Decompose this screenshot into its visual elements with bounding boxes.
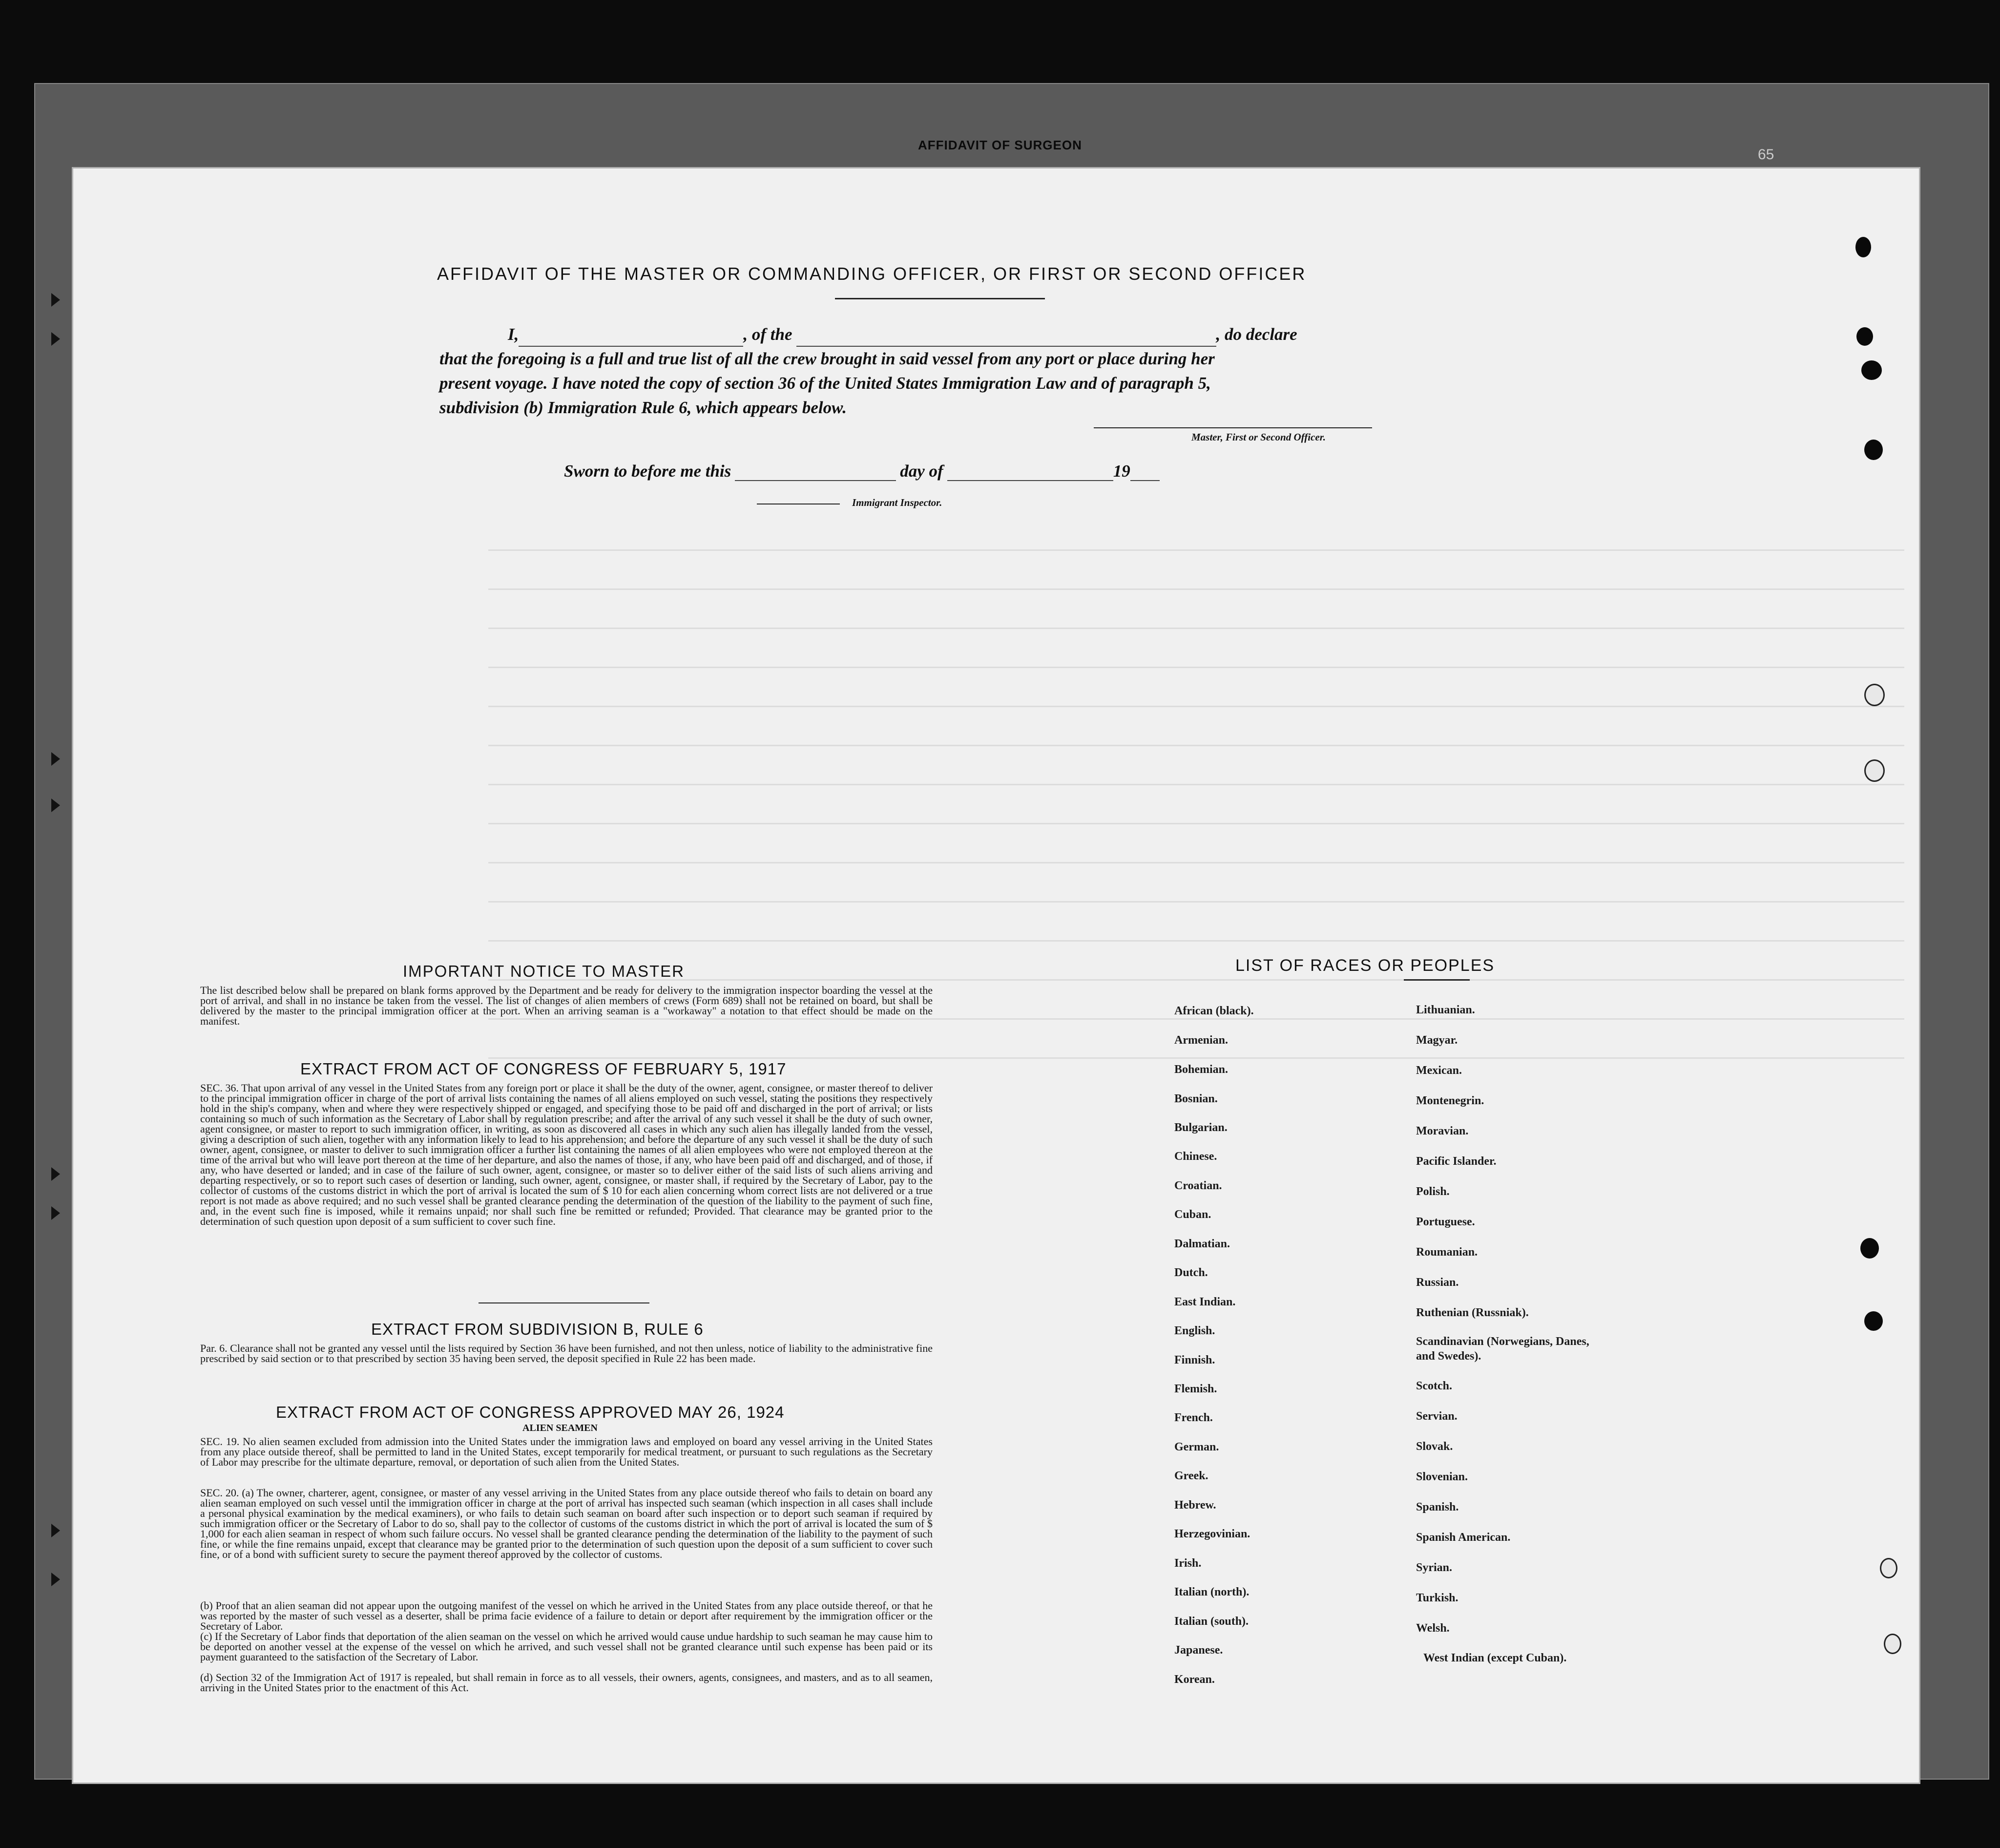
race-right-4: Moravian. — [1416, 1125, 1469, 1137]
vessel-field[interactable] — [796, 334, 1216, 347]
race-left-22: Japanese. — [1174, 1644, 1223, 1657]
binder-hole — [1855, 237, 1871, 257]
affidavit-line-1 — [439, 322, 1455, 347]
sworn-year-field[interactable] — [1130, 468, 1160, 481]
affidavit-line-4: subdivision (b) Immigration Rule 6, which appears below. — [439, 398, 847, 417]
sworn-line — [564, 462, 1160, 481]
race-right-12: Scotch. — [1416, 1380, 1452, 1392]
binder-hole — [1861, 360, 1882, 380]
affidavit-heading: AFFIDAVIT OF THE MASTER OR COMMANDING OFFICER, OR FIRST OR SECOND OFFICER — [437, 264, 1307, 284]
form-page — [73, 168, 1919, 1783]
race-right-0: Lithuanian. — [1416, 1004, 1475, 1016]
ghost-row — [488, 667, 1904, 668]
race-right-20: Welsh. — [1416, 1622, 1450, 1635]
sworn-label: Sworn to before me this — [564, 462, 731, 481]
race-left-9: Dutch. — [1174, 1266, 1208, 1279]
heading-rule — [835, 298, 1045, 299]
race-left-12: Finnish. — [1174, 1354, 1215, 1366]
extract-1924-sec19: SEC. 19. No alien seamen excluded from admission into the United States under the immigration laws and employed on board any vessel arriving in the United States from any place outside thereof, shall be permitted to land in the United States, except temporarily for medical treatment, or pursuant to such regulations as the Secretary of Labor may prescribe for the ultimate departure, removal, or deportation of such alien from the United States. — [200, 1435, 933, 1468]
race-right-11: Scandinavian (Norwegians, Danes, and Swedes). — [1416, 1335, 1589, 1363]
ghost-row — [488, 628, 1904, 629]
race-left-21: Italian (south). — [1174, 1615, 1249, 1628]
race-left-10: East Indian. — [1174, 1296, 1236, 1308]
ghost-row — [488, 706, 1904, 707]
race-left-6: Croatian. — [1174, 1179, 1222, 1192]
i-label: I, — [508, 325, 519, 344]
day-of-label: day of — [900, 462, 943, 481]
race-left-14: French. — [1174, 1411, 1213, 1424]
binder-hole — [1864, 759, 1885, 782]
race-left-7: Cuban. — [1174, 1208, 1211, 1221]
ghost-row — [488, 588, 1904, 590]
binding-notch — [51, 1167, 60, 1181]
ghost-row — [488, 745, 1904, 746]
race-left-2: Bohemian. — [1174, 1063, 1229, 1076]
binder-hole — [1880, 1558, 1897, 1578]
extract-rule6-text: Par. 6. Clearance shall not be granted any vessel until the lists required by Section 36 have been furnished, and not then unless, notice of liability to the administrative fine prescribed by said section or to that prescribed by section 35 having been served, the deposit specified in Rule 22 has been made. — [200, 1342, 933, 1365]
races-heading: LIST OF RACES OR PEOPLES — [1235, 956, 1495, 975]
race-left-19: Irish. — [1174, 1557, 1202, 1570]
race-right-8: Roumanian. — [1416, 1246, 1478, 1259]
signature-line[interactable] — [1094, 427, 1372, 428]
affidavit-declaration — [439, 322, 1455, 420]
extract-1924-sec20c: (c) If the Secretary of Labor finds that deportation of the alien seaman on the vessel on which he arrived would cause undue hardship to such seaman he may cause him to be deported on another vessel at the expense of the vessel on which he arrived, and such vessel shall not be granted clearance until such expense has been paid or its payment guaranteed to the satisfaction of the Secretary of Labor. — [200, 1630, 933, 1663]
alien-seamen-subheading: ALIEN SEAMEN — [522, 1423, 598, 1433]
race-right-15: Slovenian. — [1416, 1470, 1468, 1483]
binding-notch — [51, 332, 60, 346]
signature-caption: Master, First or Second Officer. — [1191, 431, 1326, 443]
notice-text: The list described below shall be prepared on blank forms approved by the Department and be ready for delivery to the immigration inspector boarding the vessel at the port of arrival, and shall in no instance be taken from the vessel. The list of changes of alien members of crews (Form 689) shall not be retained on board, but shall be delivered by the master to the principal immigration officer at the port. When an arriving seaman is a "workaway" a notation to that effect should be made on the manifest. — [200, 984, 933, 1027]
back-page-title: AFFIDAVIT OF SURGEON — [918, 138, 1082, 152]
race-right-13: Servian. — [1416, 1410, 1458, 1423]
extract-1924-heading: EXTRACT FROM ACT OF CONGRESS APPROVED MAY 26, 1924 — [276, 1403, 785, 1421]
race-left-3: Bosnian. — [1174, 1092, 1218, 1105]
race-left-1: Armenian. — [1174, 1034, 1228, 1047]
sworn-month-field[interactable] — [947, 468, 1113, 481]
affidavit-line-3: present voyage. I have noted the copy of section 36 of the United States Immigration Law and of paragraph 5, — [439, 374, 1211, 393]
ghost-row — [488, 940, 1904, 942]
race-left-4: Bulgarian. — [1174, 1121, 1228, 1134]
binder-hole — [1856, 327, 1873, 346]
race-right-17: Spanish American. — [1416, 1531, 1511, 1544]
binding-notch — [51, 752, 60, 766]
race-right-5: Pacific Islander. — [1416, 1155, 1497, 1168]
binder-hole — [1860, 1238, 1879, 1259]
notice-heading: IMPORTANT NOTICE TO MASTER — [403, 962, 685, 980]
ghost-row — [488, 901, 1904, 903]
binder-hole — [1864, 684, 1885, 706]
race-right-1: Magyar. — [1416, 1034, 1458, 1047]
race-right-18: Syrian. — [1416, 1561, 1453, 1574]
race-right-6: Polish. — [1416, 1185, 1450, 1198]
race-right-16: Spanish. — [1416, 1501, 1459, 1513]
inspector-caption: Immigrant Inspector. — [852, 497, 942, 508]
binding-notch — [51, 798, 60, 812]
binding-notch — [51, 293, 60, 307]
ghost-row — [488, 1057, 1904, 1059]
race-left-17: Hebrew. — [1174, 1499, 1216, 1512]
extract-1924-sec20d: (d) Section 32 of the Immigration Act of 1917 is repealed, but shall remain in force as to all vessels, their owners, agents, consignees, and masters, and as to all seamen, arriving in the United States prior to the enactment of this Act. — [200, 1671, 933, 1694]
ghost-row — [488, 979, 1904, 981]
race-left-23: Korean. — [1174, 1673, 1215, 1686]
race-right-21: West Indian (except Cuban). — [1423, 1652, 1567, 1664]
binder-hole — [1884, 1634, 1901, 1654]
race-left-11: English. — [1174, 1324, 1215, 1337]
binder-hole — [1864, 440, 1883, 460]
race-right-14: Slovak. — [1416, 1440, 1453, 1453]
race-left-18: Herzegovinian. — [1174, 1528, 1250, 1540]
ghost-row — [488, 549, 1904, 551]
section-rule — [479, 1302, 649, 1303]
of-the-label: , of the — [743, 325, 792, 344]
race-left-16: Greek. — [1174, 1470, 1208, 1482]
binding-notch — [51, 1206, 60, 1220]
back-page-number: 65 — [1758, 147, 1774, 163]
do-declare-label: , do declare — [1216, 325, 1297, 344]
race-right-2: Mexican. — [1416, 1064, 1462, 1077]
binding-notch — [51, 1573, 60, 1586]
race-left-15: German. — [1174, 1441, 1219, 1453]
binder-hole — [1864, 1311, 1883, 1331]
race-right-10: Ruthenian (Russniak). — [1416, 1306, 1529, 1319]
extract-1924-sec20b: (b) Proof that an alien seaman did not appear upon the outgoing manifest of the vessel on which he arrived in the United States from any place outside thereof, or that he was reported by the master of such vessel as a deserter, shall be prima facie evidence of a failure to detain or deport after requirement by the immigration officer or the Secretary of Labor. — [200, 1599, 933, 1632]
extract-1917-text: SEC. 36. That upon arrival of any vessel in the United States from any foreign port or place it shall be the duty of the owner, agent, consignee, or master thereof to deliver to the principal immigration officer in charge of the port of arrival lists containing the names of all aliens employed on such vessel, stating the positions they respectively hold in the ship's company, when and where they were respectively shipped or engaged, and specifying those to be paid off and discharged in the port of arrival; or lists containing so much of such information as the Secretary of Labor shall by regulation prescribe; and after the arrival of any such vessel it shall be the duty of such owner, agent consignee, or master to report to such immigration officer, in writing, as soon as discovered all cases in which any such alien has illegally landed from the vessel, giving a description of such alien, together with any information likely to lead to his apprehension; and before the departure of any such vessel it shall be the duty of such owner, agent, consignee, or master to deliver to such immigration officer a further list containing the names of all alien employees who were not employed thereon at the time of the arrival but who will leave port thereon at the time of her departure, and also the names of those, if any, who have been paid off and discharged, and of those, if any, who have deserted or landed; and in case of the failure of such owner, agent, consignee, or master so to deliver either of the said lists of such aliens arriving and departing respectively, or so to report such cases of desertion or landing, such owner, agent, consignee, or master shall, if required by the Secretary of Labor, pay to the collector of customs of the customs district in which the port of arrival is located the sum of $ 10 for each alien concerning whom correct lists are not delivered or a true report is not made as above required; and no such vessel shall be granted clearance pending the determination of the question of the liability to the payment of such fine, and, in the event such fine is imposed, while it remains unpaid; nor shall such fine be remitted or refunded; Provided. That clearance may be granted prior to the determination of such question upon deposit of a sum sufficient to cover such fine. — [200, 1082, 933, 1227]
ghost-row — [488, 823, 1904, 824]
race-right-3: Montenegrin. — [1416, 1094, 1484, 1107]
binding-notch — [51, 1524, 60, 1537]
extract-1924-sec20a: SEC. 20. (a) The owner, charterer, agent, consignee, or master of any vessel arriving in the United States from any place outside thereof who fails to detain on board any alien seaman employed on such vessel until the immigration officer in charge at the port of arrival has inspected such seaman (which inspection in all cases shall include a personal physical examination by the medical examiners), or who fails to detain such seaman on board after such inspection or to deport such seaman if required by such immigration officer or the Secretary of Labor to do so, shall pay to the collector of customs of the customs district in which the port of arrival is located the sum of $ 1,000 for each alien seaman in respect of whom such failure occurs. No vessel shall be granted clearance pending the determination of the liability to the payment of such fine, or while the fine remains unpaid, except that clearance may be granted prior to the determination of such question upon the deposit of a sum sufficient to cover such fine, or of a bond with sufficient surety to secure the payment thereof approved by the collector of customs. — [200, 1487, 933, 1560]
sworn-day-field[interactable] — [735, 468, 896, 481]
race-left-13: Flemish. — [1174, 1383, 1217, 1395]
race-left-0: African (black). — [1174, 1005, 1254, 1017]
race-left-8: Dalmatian. — [1174, 1238, 1230, 1250]
race-right-7: Portuguese. — [1416, 1216, 1475, 1228]
extract-rule6-heading: EXTRACT FROM SUBDIVISION B, RULE 6 — [371, 1320, 704, 1338]
race-right-9: Russian. — [1416, 1276, 1459, 1289]
ghost-row — [488, 784, 1904, 785]
race-right-19: Turkish. — [1416, 1592, 1458, 1604]
race-left-20: Italian (north). — [1174, 1586, 1250, 1598]
year-label: 19 — [1113, 462, 1130, 481]
affidavit-line-2: that the foregoing is a full and true list of all the crew brought in said vessel from any port or place during her — [439, 349, 1215, 368]
races-heading-rule — [1404, 979, 1470, 981]
name-field[interactable] — [519, 334, 743, 347]
extract-1917-heading: EXTRACT FROM ACT OF CONGRESS OF FEBRUARY 5, 1917 — [300, 1060, 787, 1078]
race-left-5: Chinese. — [1174, 1150, 1217, 1163]
ghost-row — [488, 862, 1904, 863]
